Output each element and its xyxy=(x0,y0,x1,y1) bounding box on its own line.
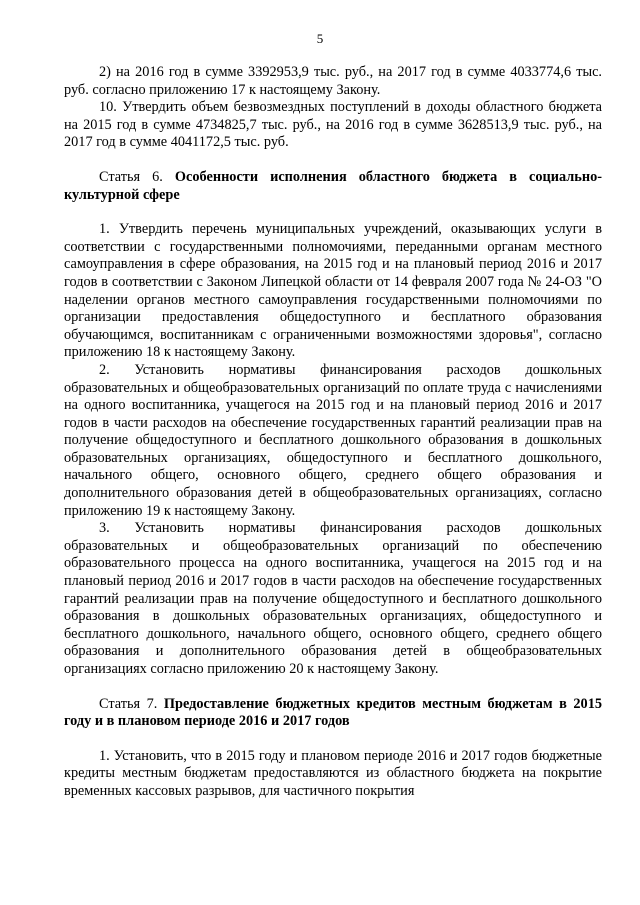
article-7-title: Предоставление бюджетных кредитов местным бюджетам в 2015 году и в плановом периоде 2016 и 2017 годов xyxy=(64,695,602,730)
paragraph: 2. Установить нормативы финансирования расходов дошкольных образовательных и общеобразовательных организаций по оплате труда с начислениями на одного воспитанника, учащегося на 2015 год и на плановый период 2016 и 2017 годов в части расходов на обеспечение государственных гарантий реализации прав на получение общедоступного и бесплатного дошкольного образования в дошкольных образовательных организациях, общедоступного и бесплатного дошкольного, начального общего, основного общего, среднего общего образования и дополнительного образования детей в общеобразовательных организациях, согласно приложению 19 к настоящему Закону. xyxy=(64,361,602,519)
paragraph: 1. Установить, что в 2015 году и плановом периоде 2016 и 2017 годов бюджетные кредиты местным бюджетам предоставляются из областного бюджета на покрытие временных кассовых разрывов, для частичного покрытия xyxy=(64,747,602,799)
paragraph: 2) на 2016 год в сумме 3392953,9 тыс. руб., на 2017 год в сумме 4033774,6 тыс. руб. согласно приложению 17 к настоящему Закону. xyxy=(64,64,602,98)
paragraph: 1. Утвердить перечень муниципальных учреждений, оказывающих услуги в соответствии с государственными полномочиями, переданными органам местного самоуправления в сфере образования, на 2015 год и на плановый период 2016 и 2017 годов в соответствии с Законом Липецкой области от 14 февраля 2007 года № 24-ОЗ "О наделении органов местного самоуправления государственными полномочиями по организации предоставления общедоступного и бесплатного образования обучающимся, воспитанникам с ограниченными возможностями здоровья", согласно приложению 18 к настоящему Закону. xyxy=(64,221,602,361)
article-7-prefix: Статья 7. xyxy=(99,695,158,712)
article-6-prefix: Статья 6. xyxy=(99,168,163,185)
paragraph: 10. Утвердить объем безвозмездных поступлений в доходы областного бюджета на 2015 год в сумме 4734825,7 тыс. руб., на 2016 год в сумме 3628513,9 тыс. руб., на 2017 год в сумме 4041172,5 тыс. руб. xyxy=(64,99,602,151)
article-7-heading xyxy=(64,696,602,731)
article-6-heading xyxy=(64,169,602,204)
page-number: 5 xyxy=(316,31,324,46)
article-6-title: Особенности исполнения областного бюджета в социально-культурной сфере xyxy=(64,168,603,203)
paragraph: 3. Установить нормативы финансирования расходов дошкольных образовательных и общеобразовательных организаций по обеспечению образовательного процесса на одного воспитанника, учащегося на 2015 год и на плановый период 2016 и 2017 годов в части расходов на обеспечение государственных гарантий реализации прав на получение общедоступного и бесплатного дошкольного образования в дошкольных образовательных организациях, общедоступного и бесплатного дошкольного, начального общего, основного общего, среднего общего образования и дополнительного образования детей в общеобразовательных организациях согласно приложению 20 к настоящему Закону. xyxy=(64,520,602,677)
page-body xyxy=(64,64,602,801)
